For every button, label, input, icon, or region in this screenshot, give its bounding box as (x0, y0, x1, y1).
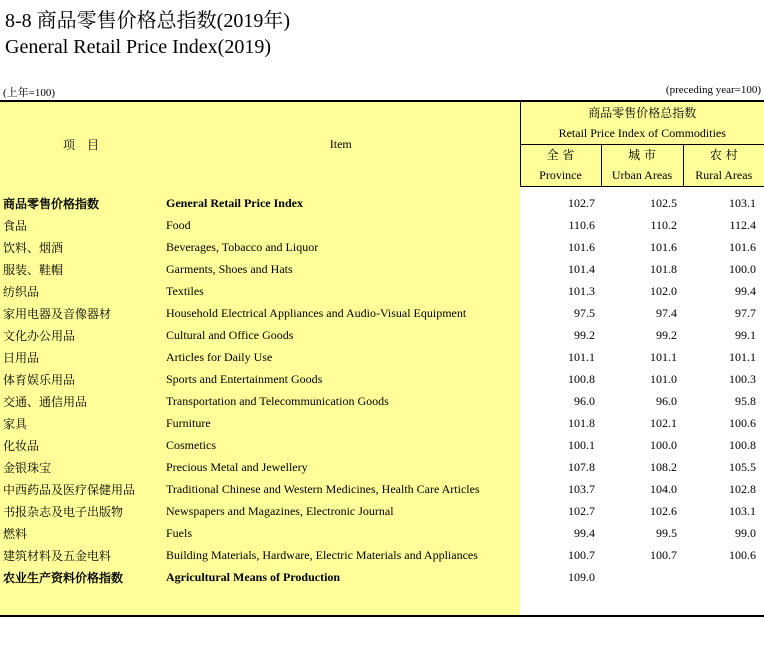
value-rural (683, 567, 764, 589)
tail-cell (601, 589, 683, 615)
row-label-english: Fuels (162, 523, 520, 545)
row-label-chinese: 中西药品及医疗保健用品 (0, 479, 162, 501)
value-province: 100.7 (568, 548, 595, 562)
bottom-rule-cell (683, 615, 764, 616)
value-rural: 100.3 (729, 372, 756, 386)
row-label-english: Agricultural Means of Production (162, 567, 520, 589)
row-label-english: Cosmetics (162, 435, 520, 457)
value-rural: 99.0 (735, 526, 756, 540)
value-province: 103.7 (568, 482, 595, 496)
row-label-english: Garments, Shoes and Hats (162, 259, 520, 281)
header-group-chinese: 商品零售价格总指数 (588, 106, 697, 121)
table-row (0, 281, 764, 303)
row-label-chinese: 日用品 (0, 347, 162, 369)
value-urban: 99.5 (656, 526, 677, 540)
tail-cell (683, 589, 764, 615)
header-rural-chinese: 农 村 (709, 148, 738, 163)
header-province-english: Province (539, 168, 582, 183)
row-label-chinese: 家用电器及音像器材 (0, 303, 162, 325)
row-label-english: Household Electrical Appliances and Audio-Visual Equipment (162, 303, 520, 325)
header-province-chinese: 全 省 (546, 148, 575, 163)
table-row (0, 435, 764, 457)
header-rural-english: Rural Areas (695, 168, 753, 183)
header-item-english (162, 101, 520, 186)
tail-cell (520, 589, 601, 615)
table-row (0, 325, 764, 347)
value-urban (601, 567, 683, 589)
header-col-rural (683, 145, 764, 186)
value-urban: 100.0 (650, 438, 677, 452)
table-row (0, 501, 764, 523)
value-province: 101.1 (568, 350, 595, 364)
value-rural: 99.1 (735, 328, 756, 342)
header-item-english-label: Item (329, 136, 352, 151)
value-province: 99.2 (574, 328, 595, 342)
value-urban: 97.4 (656, 306, 677, 320)
row-label-english: Food (162, 215, 520, 237)
value-province: 101.4 (568, 262, 595, 276)
value-rural: 101.1 (729, 350, 756, 364)
row-label-chinese: 交通、通信用品 (0, 391, 162, 413)
table-row (0, 391, 764, 413)
value-rural: 97.7 (735, 306, 756, 320)
row-label-english: Cultural and Office Goods (162, 325, 520, 347)
row-label-chinese: 农业生产资料价格指数 (0, 567, 162, 589)
value-rural: 101.6 (729, 240, 756, 254)
row-label-chinese: 饮料、烟酒 (0, 237, 162, 259)
header-col-province (520, 145, 601, 186)
header-group-retail-price-index (520, 101, 764, 145)
table-row (0, 259, 764, 281)
value-urban: 101.1 (650, 350, 677, 364)
table-row (0, 193, 764, 215)
row-label-chinese: 文化办公用品 (0, 325, 162, 347)
row-label-chinese: 书报杂志及电子出版物 (0, 501, 162, 523)
value-province: 110.6 (568, 218, 595, 232)
header-item-chinese-label: 项 目 (62, 137, 99, 152)
value-rural: 112.4 (729, 218, 756, 232)
table-row (0, 457, 764, 479)
value-urban: 101.0 (650, 372, 677, 386)
row-label-chinese: 商品零售价格指数 (0, 193, 162, 215)
row-label-english: General Retail Price Index (162, 193, 520, 215)
row-label-english: Transportation and Telecommunication Goods (162, 391, 520, 413)
value-rural: 95.8 (735, 394, 756, 408)
header-col-urban (601, 145, 683, 186)
row-label-english: Articles for Daily Use (162, 347, 520, 369)
table-bottom-rule (0, 615, 764, 616)
table-body (0, 186, 764, 616)
table-row (0, 479, 764, 501)
value-urban: 102.6 (650, 504, 677, 518)
value-urban: 102.5 (650, 196, 677, 210)
header-urban-english: Urban Areas (611, 168, 673, 183)
value-urban: 101.6 (650, 240, 677, 254)
value-province: 109.0 (568, 570, 595, 584)
row-label-english: Beverages, Tobacco and Liquor (162, 237, 520, 259)
row-label-chinese: 燃料 (0, 523, 162, 545)
value-rural: 103.1 (729, 504, 756, 518)
row-label-chinese: 食品 (0, 215, 162, 237)
value-urban: 96.0 (656, 394, 677, 408)
row-label-english: Textiles (162, 281, 520, 303)
table-row (0, 347, 764, 369)
value-province: 107.8 (568, 460, 595, 474)
value-rural: 100.0 (729, 262, 756, 276)
row-label-chinese: 家具 (0, 413, 162, 435)
row-label-english: Precious Metal and Jewellery (162, 457, 520, 479)
bottom-rule-cell (601, 615, 683, 616)
value-province: 101.6 (568, 240, 595, 254)
table-row (0, 567, 764, 589)
row-label-english: Furniture (162, 413, 520, 435)
table-row (0, 413, 764, 435)
table-row (0, 237, 764, 259)
value-province: 101.3 (568, 284, 595, 298)
unit-note-english: (preceding year=100) (665, 84, 761, 96)
bottom-rule-cell (520, 615, 601, 616)
value-province: 97.5 (574, 306, 595, 320)
value-rural: 100.6 (729, 416, 756, 430)
value-province: 102.7 (568, 196, 595, 210)
row-label-english: Sports and Entertainment Goods (162, 369, 520, 391)
value-urban: 101.8 (650, 262, 677, 276)
row-label-english: Newspapers and Magazines, Electronic Journal (162, 501, 520, 523)
table-row (0, 523, 764, 545)
value-urban: 108.2 (650, 460, 677, 474)
price-index-table-container (0, 100, 764, 617)
table-row (0, 369, 764, 391)
value-urban: 102.0 (650, 284, 677, 298)
table-row (0, 215, 764, 237)
value-urban: 104.0 (650, 482, 677, 496)
value-province: 100.1 (568, 438, 595, 452)
page-title-english: General Retail Price Index(2019) (5, 36, 272, 58)
value-rural: 105.5 (729, 460, 756, 474)
row-label-chinese: 金银珠宝 (0, 457, 162, 479)
header-item-chinese (0, 101, 162, 186)
tail-cell (0, 589, 162, 615)
value-urban: 102.1 (650, 416, 677, 430)
unit-note-chinese: (上年=100) (3, 87, 56, 99)
header-group-english: Retail Price Index of Commodities (558, 126, 726, 141)
page-title-chinese: 8-8 商品零售价格总指数(2019年) (5, 10, 290, 32)
row-label-english: Building Materials, Hardware, Electric Materials and Appliances (162, 545, 520, 567)
row-label-chinese: 服装、鞋帽 (0, 259, 162, 281)
table-tail-row (0, 589, 764, 615)
value-rural: 100.8 (729, 438, 756, 452)
bottom-rule-cell (0, 615, 162, 616)
row-label-chinese: 建筑材料及五金电料 (0, 545, 162, 567)
row-label-english: Traditional Chinese and Western Medicines, Health Care Articles (162, 479, 520, 501)
value-province: 102.7 (568, 504, 595, 518)
row-label-chinese: 化妆品 (0, 435, 162, 457)
table-row (0, 545, 764, 567)
bottom-rule-cell (162, 615, 520, 616)
price-index-table (0, 100, 764, 617)
value-urban: 100.7 (650, 548, 677, 562)
table-row (0, 303, 764, 325)
row-label-chinese: 体育娱乐用品 (0, 369, 162, 391)
value-province: 99.4 (574, 526, 595, 540)
tail-cell (162, 589, 520, 615)
value-rural: 100.6 (729, 548, 756, 562)
value-province: 101.8 (568, 416, 595, 430)
header-urban-chinese: 城 市 (628, 148, 656, 163)
row-label-chinese: 纺织品 (0, 281, 162, 303)
value-rural: 103.1 (729, 196, 756, 210)
value-urban: 110.2 (650, 218, 677, 232)
value-rural: 99.4 (735, 284, 756, 298)
value-rural: 102.8 (729, 482, 756, 496)
value-province: 96.0 (574, 394, 595, 408)
value-province: 100.8 (568, 372, 595, 386)
value-urban: 99.2 (656, 328, 677, 342)
